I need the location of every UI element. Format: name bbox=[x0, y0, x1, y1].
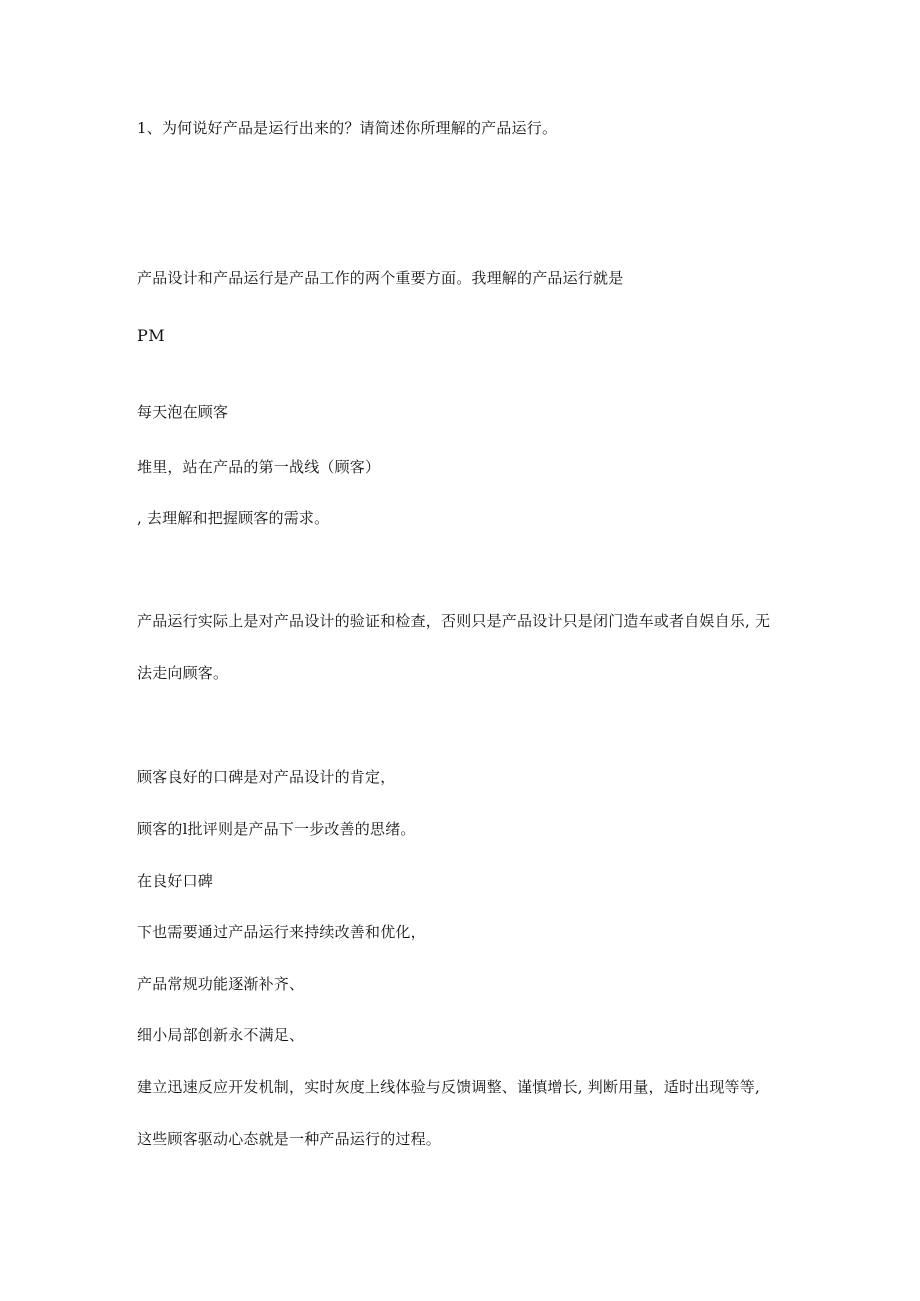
paragraph-line: , 去理解和把握顾客的需求。 bbox=[137, 509, 330, 527]
paragraph-line: 产品运行实际上是对产品设计的验证和检查，否则只是产品设计只是闭门造车或者自娱自乐, 无 bbox=[137, 612, 771, 630]
paragraph-line: 堆里，站在产品的第一战线（顾客） bbox=[137, 458, 381, 476]
paragraph-line: 在良好口碑 bbox=[137, 872, 214, 890]
paragraph-line: 细小局部创新永不满足、 bbox=[137, 1026, 305, 1044]
paragraph-line: 下也需要通过产品运行来持续改善和优化， bbox=[137, 923, 426, 941]
paragraph-line: 法走向顾客。 bbox=[137, 664, 229, 682]
paragraph-line: 每天泡在顾客 bbox=[137, 403, 229, 421]
paragraph-line: 产品设计和产品运行是产品工作的两个重要方面。我理解的产品运行就是 bbox=[137, 269, 624, 287]
paragraph-line: 产品常规功能逐渐补齐、 bbox=[137, 975, 305, 993]
paragraph-line: 建立迅速反应开发机制，实时灰度上线体验与反馈调整、谨慎增长, 判断用量，适时出现等等, bbox=[137, 1078, 760, 1096]
paragraph-line: 顾客的l批评则是产品下一步改善的思绪。 bbox=[137, 820, 416, 838]
question-heading: 1、为何说好产品是运行出来的？请简述你所理解的产品运行。 bbox=[137, 119, 558, 137]
paragraph-line: 这些顾客驱动心态就是一种产品运行的过程。 bbox=[137, 1130, 442, 1148]
paragraph-line: PM bbox=[137, 326, 166, 345]
paragraph-line: 顾客良好的口碑是对产品设计的肯定， bbox=[137, 768, 396, 786]
